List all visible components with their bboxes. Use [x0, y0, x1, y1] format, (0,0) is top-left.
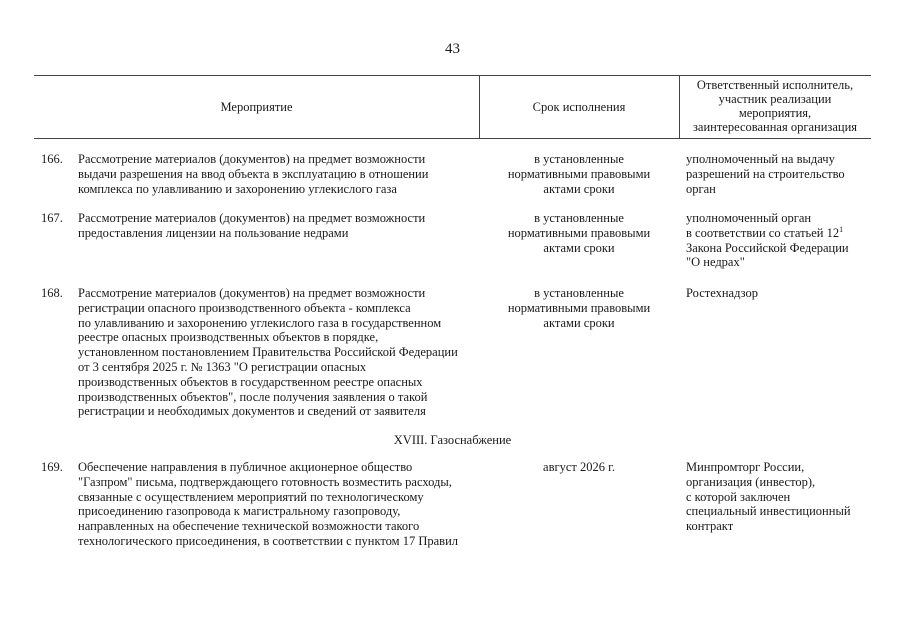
activity-line: установленном постановлением Правительства Российской Федерации: [78, 345, 458, 360]
deadline-line: в установленные: [534, 152, 624, 166]
row-activity: [78, 211, 478, 241]
row-deadline: [480, 152, 678, 196]
row-number: 168.: [41, 286, 63, 300]
row-deadline: [480, 460, 678, 475]
executor-line: орган: [686, 181, 716, 196]
section-title: XVIII. Газоснабжение: [393, 433, 512, 447]
executor-line: организация (инвестор),: [686, 474, 816, 489]
executor-line: Минпромторг России,: [686, 460, 805, 474]
row-executor: [686, 286, 876, 301]
executor-line: контракт: [686, 519, 734, 534]
activity-line: комплекса по улавливанию и захоронению углекислого газа: [78, 181, 397, 196]
header-activity: Мероприятие: [220, 100, 293, 114]
footnote-marker: 1: [839, 224, 844, 234]
row-deadline: [480, 211, 678, 255]
row-executor: [686, 460, 876, 534]
activity-line: выдачи разрешения на ввод объекта в эксплуатацию в отношении: [78, 166, 429, 181]
activity-line: технологического присоединения, в соответствии с пунктом 17 Правил: [78, 533, 458, 548]
header-executor: [679, 78, 871, 134]
deadline-line: актами сроки: [543, 240, 615, 255]
activity-line: Рассмотрение материалов (документов) на предмет возможности: [78, 211, 426, 225]
activity-line: "Газпром" письма, подтверждающего готовность возместить расходы,: [78, 474, 452, 489]
activity-line: направленных на обеспечение технической возможности такого: [78, 519, 420, 534]
activity-line: присоединению газопровода к магистральному газопроводу,: [78, 504, 401, 519]
activity-line: от 3 сентября 2025 г. № 1363 "О регистрации опасных: [78, 359, 367, 374]
page-number: 43: [445, 41, 460, 57]
deadline-line: нормативными правовыми: [507, 166, 651, 181]
executor-line: уполномоченный на выдачу: [686, 152, 835, 166]
header-executor-line: Ответственный исполнитель,: [696, 78, 854, 92]
header-top-rule: [34, 75, 871, 76]
deadline-line: актами сроки: [543, 315, 615, 330]
row-activity: [78, 286, 478, 419]
row-executor: [686, 152, 876, 196]
header-executor-line: заинтересованная организация: [692, 120, 858, 134]
row-number: 167.: [41, 211, 63, 225]
row-deadline: [480, 286, 678, 330]
activity-line: регистрации опасного производственного объекта - комплекса: [78, 300, 411, 315]
row-executor: [686, 211, 876, 270]
row-number: 169.: [41, 460, 63, 474]
executor-line: [686, 226, 876, 241]
executor-line: Закона Российской Федерации: [686, 240, 849, 255]
executor-line: разрешений на строительство: [686, 166, 845, 181]
executor-line: специальный инвестиционный: [686, 504, 851, 519]
activity-line: предоставления лицензии на пользование недрами: [78, 225, 349, 240]
executor-line: "О недрах": [686, 255, 745, 270]
activity-line: по улавливанию и захоронению углекислого газа в государственном: [78, 315, 442, 330]
deadline-line: август 2026 г.: [543, 460, 615, 474]
header-executor-line: мероприятия,: [738, 106, 812, 120]
header-deadline: Срок исполнения: [532, 100, 626, 114]
executor-line: с которой заключен: [686, 489, 791, 504]
activity-line: связанные с осуществлением мероприятий по технологическому: [78, 489, 424, 504]
activity-line: Рассмотрение материалов (документов) на предмет возможности: [78, 286, 426, 300]
row-activity: [78, 152, 478, 196]
activity-line: регистрации и необходимых документов и сведений от заявителя: [78, 404, 426, 419]
deadline-line: в установленные: [534, 211, 624, 225]
deadline-line: в установленные: [534, 286, 624, 300]
executor-line-text: в соответствии со статьей 12: [686, 225, 840, 240]
deadline-line: нормативными правовыми: [507, 225, 651, 240]
executor-line: уполномоченный орган: [686, 211, 812, 225]
activity-line: Рассмотрение материалов (документов) на предмет возможности: [78, 152, 426, 166]
header-bottom-rule: [34, 138, 871, 139]
activity-line: производственных объектов", после получения заявления о такой: [78, 389, 428, 404]
activity-line: производственных объектов в государственном реестре опасных: [78, 374, 423, 389]
header-executor-line: участник реализации: [718, 92, 832, 106]
activity-line: Обеспечение направления в публичное акционерное общество: [78, 460, 413, 474]
executor-line: Ростехнадзор: [686, 286, 758, 300]
activity-line: реестре опасных производственных объектов в порядке,: [78, 330, 379, 345]
row-activity: [78, 460, 478, 549]
deadline-line: нормативными правовыми: [507, 300, 651, 315]
deadline-line: актами сроки: [543, 181, 615, 196]
row-number: 166.: [41, 152, 63, 166]
